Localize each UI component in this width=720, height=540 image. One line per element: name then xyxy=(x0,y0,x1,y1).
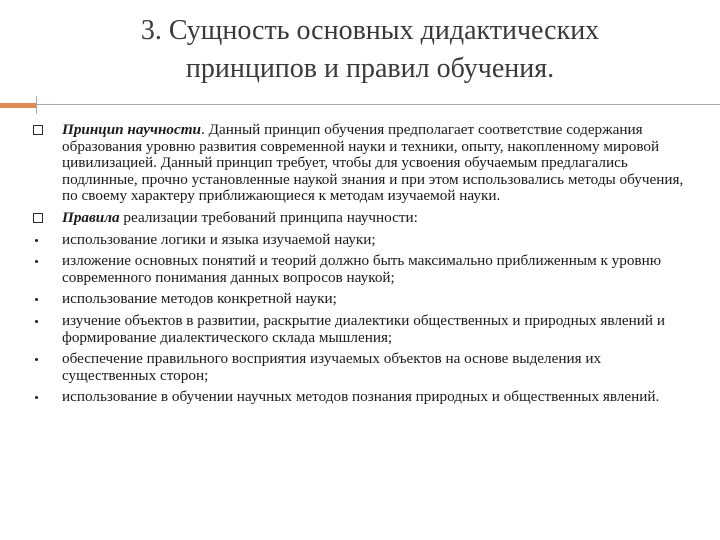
list-item xyxy=(30,313,690,346)
slide-title xyxy=(60,12,680,88)
rules-intro: реализации требований принципа научности: xyxy=(119,208,418,226)
list-item-text: изучение объектов в развитии, раскрытие диалектики общественных и природных явлений и формирование диалектического склада мышления; xyxy=(62,311,665,346)
list-item-text xyxy=(62,122,690,205)
list-item xyxy=(30,351,690,384)
divider-tick xyxy=(36,96,37,114)
term-rules: Правила xyxy=(62,208,120,226)
checkbox-icon xyxy=(33,213,43,223)
term-principle: Принцип научности xyxy=(62,121,201,138)
list-item-principle xyxy=(30,122,690,205)
list-item-rules xyxy=(30,210,690,227)
bullet-icon xyxy=(35,298,38,301)
bullet-icon xyxy=(35,396,38,399)
bullet-icon xyxy=(35,358,38,361)
list-item-text: изложение основных понятий и теорий должно быть максимально приближенным к уровню современного понимания данных вопросов наукой; xyxy=(62,252,662,286)
accent-bar xyxy=(0,103,36,108)
title-divider xyxy=(36,104,720,105)
list-item-text: использование в обучении научных методов познания природных и общественных явлений. xyxy=(62,388,660,406)
bullet-icon xyxy=(35,260,38,263)
slide-body xyxy=(30,122,690,411)
list-item-text xyxy=(62,210,690,227)
list-item-text: обеспечение правильного восприятия изучаемых объектов на основе выделения их существенных сторон; xyxy=(62,350,602,384)
principle-description: . Данный принцип обучения предполагает соответствие содержания образования уровню развития современной науки и техники, опыту, накопленному мировой цивилизацией. Данный принцип требует, чтобы для усвоения обучаемым предлагались подлинные, прочно установленные наукой знания и при этом использовались методы обучения, по своему характеру приближающиеся к методам изучаемой науки. xyxy=(62,121,684,205)
list-item xyxy=(30,389,690,406)
list-item xyxy=(30,291,690,308)
checkbox-icon xyxy=(33,125,43,135)
list-item xyxy=(30,253,690,286)
bullet-icon xyxy=(35,320,38,323)
list-item-text: использование методов конкретной науки; xyxy=(62,290,337,308)
slide-title-line-2: принципов и правил обучения. xyxy=(185,53,555,84)
list-item xyxy=(30,232,690,249)
slide-title-line-1: 3. Сущность основных дидактических xyxy=(140,15,600,46)
list-item-text: использование логики и языка изучаемой науки; xyxy=(62,230,376,248)
bullet-icon xyxy=(35,239,38,242)
